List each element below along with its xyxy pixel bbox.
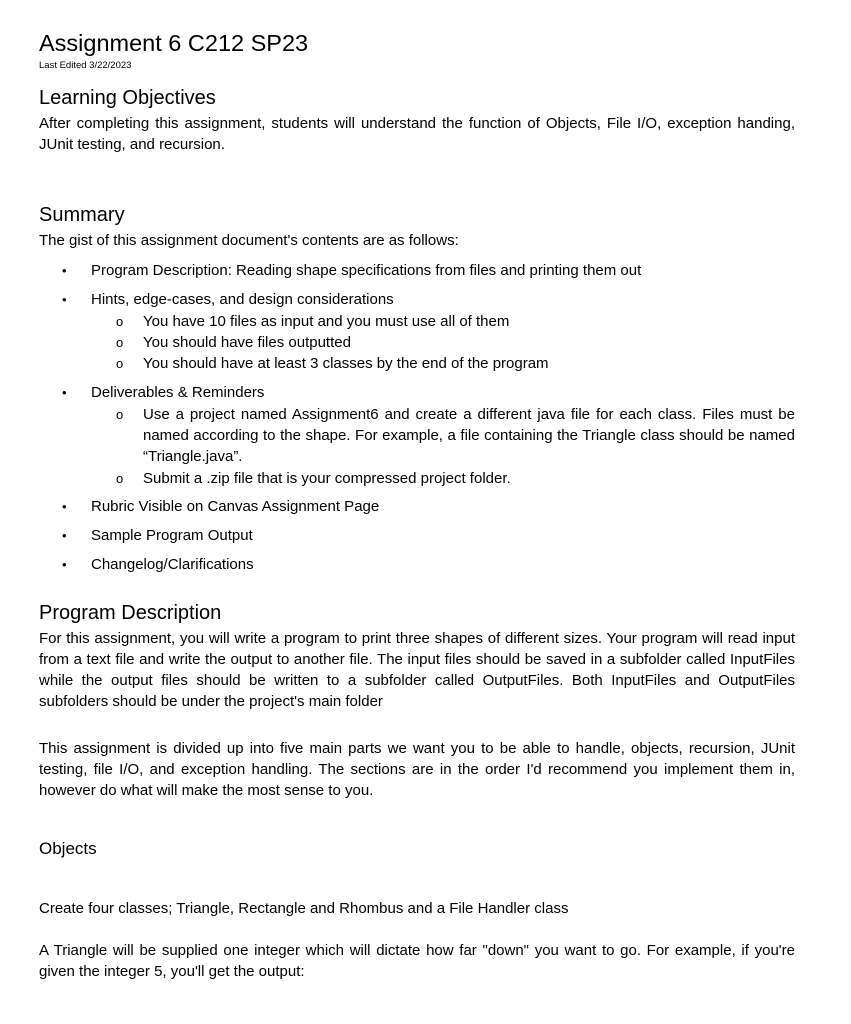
bullet-text: Deliverables & Reminders (91, 384, 265, 401)
bullet-text: Rubric Visible on Canvas Assignment Page (91, 498, 380, 515)
deliverables-sub-bullet (116, 468, 795, 489)
sub-bullet-icon: o (116, 314, 124, 329)
objects-paragraph: Create four classes; Triangle, Rectangle and Rhombus and a File Handler class (39, 900, 569, 917)
objects-paragraph: A Triangle will be supplied one integer which will dictate how far "down" you want to go. For example, if you're given the integer 5, you'll get the output: (39, 942, 795, 980)
bullet-icon: • (62, 557, 67, 572)
sub-bullet-icon: o (116, 356, 124, 371)
program-description-paragraph: For this assignment, you will write a program to print three shapes of different sizes. Your program will read input from a text file and write the output to another file. The input files should be saved in a subfolder called InputFiles while the output files should be written to a subfolder called OutputFiles. Both InputFiles and OutputFiles subfolders should be under the project's main folder (39, 630, 795, 710)
sub-bullet-icon: o (116, 471, 124, 486)
sub-bullet-icon: o (116, 335, 124, 350)
sub-bullet-icon: o (116, 407, 124, 422)
sub-bullet-text: Use a project named Assignment6 and create a different java file for each class. Files must be named according to the shape. For example, a file containing the Triangle class should be named “Triangle.java”. (143, 406, 795, 465)
hints-sub-bullet (116, 353, 795, 374)
summary-bullet-program-description (62, 261, 642, 281)
bullet-text: Hints, edge-cases, and design considerations (91, 291, 394, 308)
last-edited-date: Last Edited 3/22/2023 (39, 60, 132, 71)
summary-heading: Summary (39, 204, 125, 226)
bullet-text: Sample Program Output (91, 527, 253, 544)
sub-bullet-text: You have 10 files as input and you must use all of them (143, 313, 510, 330)
summary-bullet-deliverables (62, 383, 265, 403)
bullet-text: Program Description: Reading shape specifications from files and printing them out (91, 262, 642, 279)
summary-bullet-hints (62, 290, 394, 310)
sub-bullet-text: Submit a .zip file that is your compressed project folder. (143, 470, 511, 487)
document-title: Assignment 6 C212 SP23 (39, 30, 309, 56)
program-description-heading: Program Description (39, 602, 222, 624)
bullet-icon: • (62, 528, 67, 543)
summary-bullet-sample-output (62, 526, 253, 546)
summary-intro: The gist of this assignment document's contents are as follows: (39, 232, 459, 249)
learning-objectives-heading: Learning Objectives (39, 87, 216, 109)
bullet-icon: • (62, 263, 67, 278)
bullet-icon: • (62, 499, 67, 514)
summary-bullet-changelog (62, 555, 254, 575)
deliverables-sub-bullet (116, 404, 795, 467)
learning-objectives-text: After completing this assignment, students will understand the function of Objects, File I/O, exception handing, JUnit testing, and recursion. (39, 115, 795, 153)
objects-heading: Objects (39, 839, 97, 858)
bullet-icon: • (62, 385, 67, 400)
bullet-icon: • (62, 292, 67, 307)
sub-bullet-text: You should have at least 3 classes by the end of the program (143, 355, 549, 372)
bullet-text: Changelog/Clarifications (91, 556, 254, 573)
summary-bullet-rubric (62, 497, 380, 517)
hints-sub-bullet (116, 332, 795, 353)
program-description-paragraph: This assignment is divided up into five main parts we want you to be able to handle, objects, recursion, JUnit testing, file I/O, and exception handling. The sections are in the order I'd recommend you implement them in, however do what will make the most sense to you. (39, 740, 795, 799)
sub-bullet-text: You should have files outputted (143, 334, 351, 351)
hints-sub-bullet (116, 311, 795, 332)
